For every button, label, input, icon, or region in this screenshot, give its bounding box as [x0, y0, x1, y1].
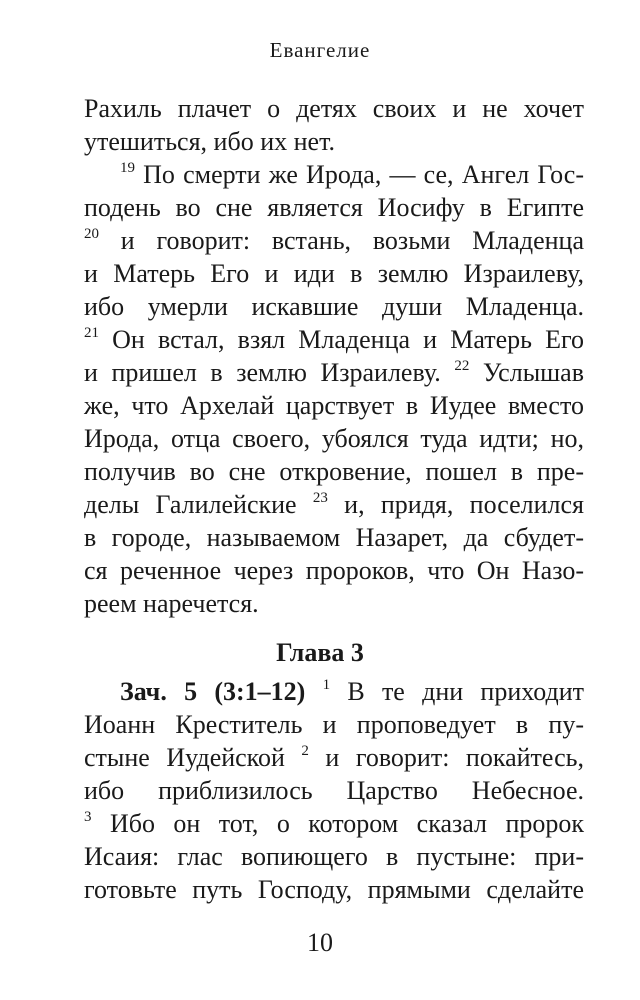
page-number: 10 [307, 928, 333, 957]
verse-number: 23 [312, 490, 328, 506]
text-line: реем наречется. [84, 589, 259, 618]
text-line: ибо умерли искавшие души Младенца. [84, 292, 584, 321]
chapter-title: Глава 3 [276, 638, 364, 667]
text-line: утешиться, ибо их нет. [84, 127, 335, 156]
text-line: же, что Архелай царствует в Иудее вместо [84, 391, 584, 420]
text-line: готовьте путь Господу, прямыми сделайте [84, 875, 584, 904]
text-line: стыне Иудейской $^2$ и говорит: покайтесь, [84, 743, 584, 772]
verse-number: 20 [84, 226, 99, 242]
text-line: Рахиль плачет о детях своих и не хочет [84, 94, 584, 123]
verse-number: 3 [84, 809, 92, 825]
text-line: в городе, называемом Назарет, да сбудет- [84, 523, 584, 552]
verse-number: 22 [454, 358, 470, 374]
running-header: Евангелие [269, 38, 371, 62]
verse-number: 19 [120, 160, 135, 176]
text-line: $^3$ Ибо он тот, о котором сказал пророк [84, 809, 584, 838]
text-line: получив во сне откровение, пошел в пре- [84, 457, 584, 486]
text-line: Ирода, отца своего, убоялся туда идти; но, [84, 424, 584, 453]
text-line: Зач. 5 (3:1–12) $^1$ В те дни приходит [120, 677, 584, 706]
text-line: Исаия: глас вопиющего в пустыне: при- [84, 842, 584, 871]
text-line: $^{20}$ и говорит: встань, возьми Младенца [84, 226, 584, 255]
text-line: и пришел в землю Израилеву. $^{22}$ Услышав [84, 358, 584, 387]
text-line: подень во сне является Иосифу в Египте [84, 193, 584, 222]
text-line: ибо приблизилось Царство Небесное. [84, 776, 584, 805]
text-line: делы Галилейские $^{23}$ и, придя, поселился [84, 490, 584, 519]
verse-number: 2 [301, 743, 309, 759]
text-line: и Матерь Его и иди в землю Израилеву, [84, 259, 584, 288]
verse-number: 21 [84, 325, 99, 341]
reading-label: Зач. 5 (3:1–12) [120, 677, 306, 706]
verse-number: 1 [322, 677, 331, 693]
text-line: $^{21}$ Он встал, взял Младенца и Матерь Его [84, 325, 584, 354]
text-line: $^{19}$ По смерти же Ирода, — се, Ангел Гос- [120, 160, 584, 189]
text-line: ся реченное через пророков, что Он Назо- [84, 556, 584, 585]
text-line: Иоанн Креститель и проповедует в пу- [84, 710, 584, 739]
